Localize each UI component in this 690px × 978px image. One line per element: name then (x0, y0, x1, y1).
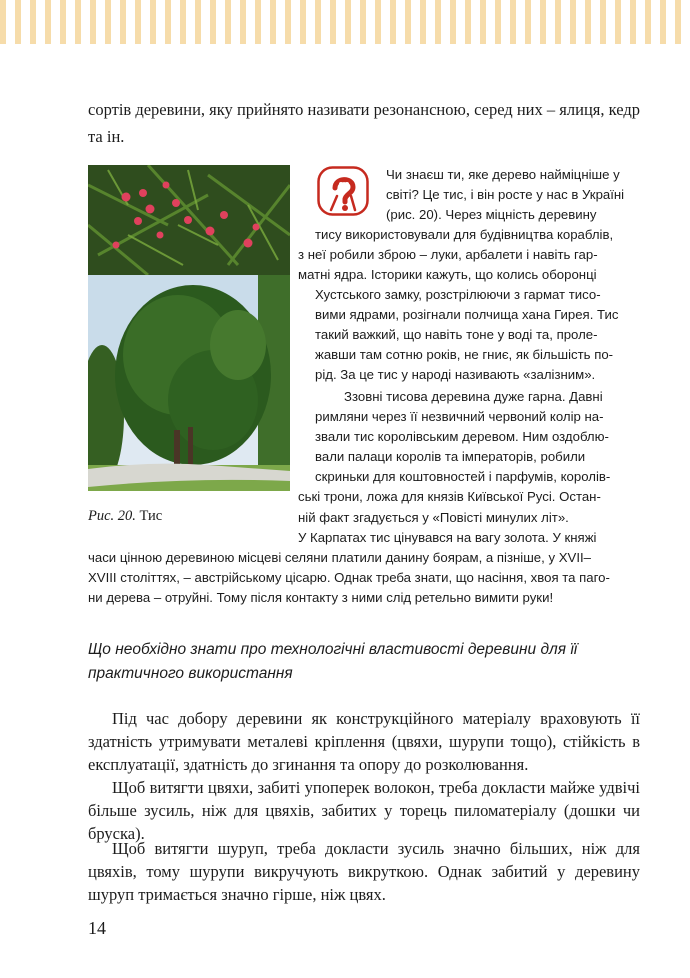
did-you-know-line: (рис. 20). Через міцність деревину (386, 207, 597, 222)
did-you-know-line: матні ядра. Історики кажуть, що колись оборонці (298, 267, 597, 282)
did-you-know-line: ни дерева – отруйні. Тому після контакту з ними слід ретельно вимити руки! (88, 590, 554, 605)
did-you-know-line: Хустського замку, розстрілюючи з гармат тисо- (315, 287, 601, 302)
did-you-know-line: скриньки для коштовностей і парфумів, королів- (315, 469, 611, 484)
did-you-know-line: світі? Це тис, і він росте у нас в Україні (386, 187, 625, 202)
did-you-know-line: римляни через її незвичний червоний колір на- (315, 409, 604, 424)
yew-tree-photo (88, 165, 290, 491)
did-you-know-line: вими ядрами, розігнали полчища хана Гирея. Тис (315, 307, 619, 322)
did-you-know-line: тису використовували для будівництва кораблів, (315, 227, 614, 242)
did-you-know-line: ній факт згадується у «Повісті минулих літ». (298, 510, 569, 525)
figure-caption-number: Рис. 20. (88, 508, 136, 524)
did-you-know-line: часи цінною деревиною місцеві селяни платили данину боярам, а пізніше, у XVII– (88, 550, 591, 565)
figure-caption-text: Тис (139, 508, 163, 524)
did-you-know-line: такий важкий, що навіть тоне у воді та, проле- (315, 327, 598, 342)
did-you-know-line: з неї робили зброю – луки, арбалети і навіть гар- (298, 247, 598, 262)
did-you-know-line: У Карпатах тис цінувався на вагу золота. У княжі (298, 530, 597, 545)
did-you-know-line: XVIII століттях, – австрійському цісарю. Однак треба знати, що насіння, хвоя та паго- (88, 570, 610, 585)
did-you-know-line: ські трони, ложа для князів Київської Русі. Остан- (298, 489, 601, 504)
question-mark-mascot-icon (317, 166, 369, 216)
page-number: 14 (88, 918, 106, 938)
did-you-know-line: жавши там сотню років, не гниє, як більшість по- (315, 347, 614, 362)
paragraph: Щоб витягти цвяхи, забиті упоперек волокон, треба докласти майже удвічі більше зусиль, ніж для цвяхів, забитих у торець пиломатеріалу (дошки чи бруска). (88, 778, 640, 843)
figure-caption (88, 508, 162, 525)
did-you-know-line: рід. За це тис у народі називають «залізним». (315, 367, 596, 382)
section-title: Що необхідно знати про технологічні властивості деревини для її практичного використання (88, 641, 578, 682)
paragraph: Щоб витягти шуруп, треба докласти зусиль значно більших, ніж для цвяхів, тому шурупи викручують викруткою. Однак забитий у деревину шуруп тримається значно гірше, ніж цвях. (88, 839, 640, 904)
did-you-know-line: вали палаци королів та імператорів, робили (315, 449, 586, 464)
did-you-know-line: Ззовні тисова деревина дуже гарна. Давні (344, 389, 603, 404)
intro-text: сортів деревини, яку прийнято називати резонансною, серед них – ялиця, кедр та ін. (88, 100, 640, 146)
decorative-header-stripes (0, 0, 690, 44)
paragraph: Під час добору деревини як конструкційного матеріалу враховують її здатність утримувати металеві кріплення (цвяхи, шурупи тощо), стійкість в експлуатації, здатність до згинання та опору до розколювання. (88, 709, 640, 774)
did-you-know-line: Чи знаєш ти, яке дерево найміцніше у (386, 167, 620, 182)
did-you-know-line: звали тис королівським деревом. Ним оздоблю- (315, 429, 609, 444)
